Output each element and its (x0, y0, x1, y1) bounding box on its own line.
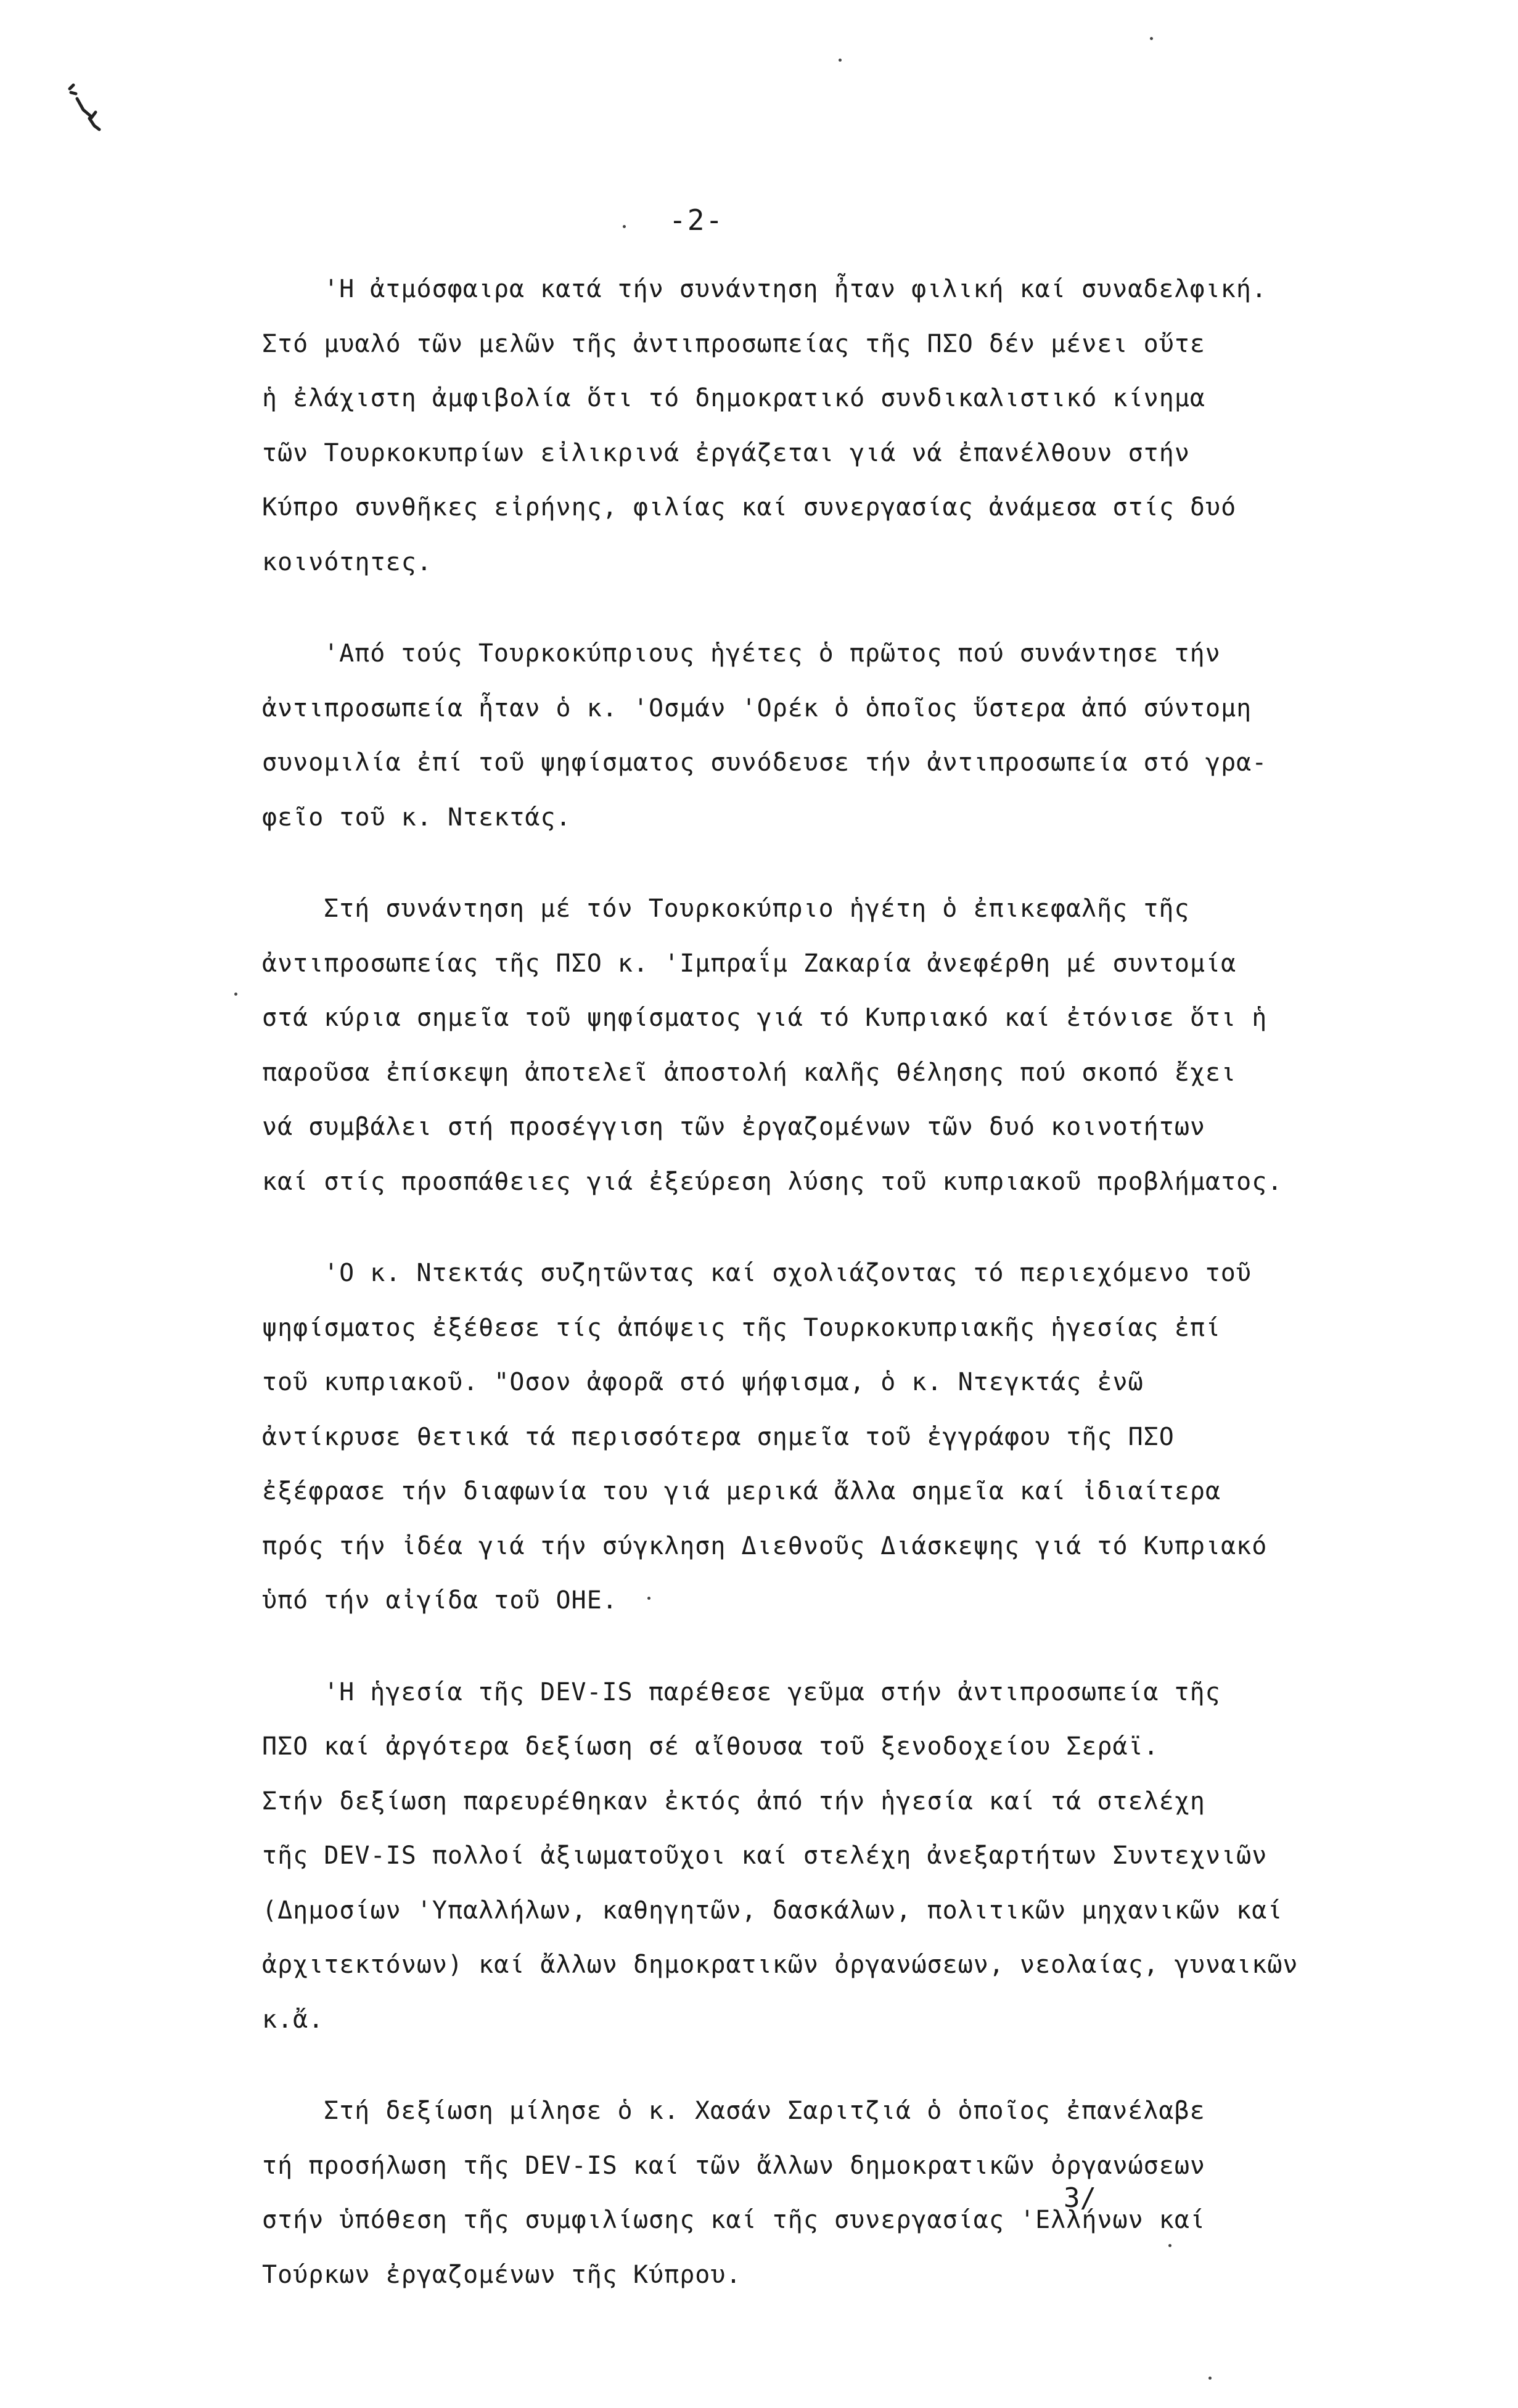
page-number: -2- (669, 203, 724, 237)
scan-speck (623, 225, 626, 228)
scan-speck (1208, 2377, 1212, 2380)
scan-speck (234, 993, 237, 996)
scan-speck (1150, 37, 1153, 40)
text-line: φεῖο τοῦ κ. Ντεκτάς. (262, 803, 572, 832)
text-line: ἀρχιτεκτόνων) καί ἄλλων δημοκρατικῶν ὀργανώσεων, νεολαίας, γυναικῶν (262, 1951, 1299, 1979)
scan-speck (647, 1597, 650, 1600)
text-line: συνομιλία ἐπί τοῦ ψηφίσματος συνόδευσε τήν ἀντιπροσωπεία στό γρα- (262, 748, 1268, 777)
text-line: ἀντίκρυσε θετικά τά περισσότερα σημεῖα τοῦ ἐγγράφου τῆς ΠΣΟ (262, 1422, 1175, 1451)
text-line: ἀντιπροσωπεία ἦταν ὁ κ. 'Οσμάν 'Ορέκ ὁ ὁποῖος ὕστερα ἀπό σύντομη (262, 694, 1252, 723)
text-line: 'Η ἀτμόσφαιρα κατά τήν συνάντηση ἦταν φιλική καί συναδελφική. (324, 275, 1268, 303)
text-line: ἐξέφρασε τήν διαφωνία του γιά μερικά ἄλλα σημεῖα καί ἰδιαίτερα (262, 1477, 1221, 1505)
text-line: 'Από τούς Τουρκοκύπριους ἡγέτες ὁ πρῶτος πού συνάντησε τήν (324, 639, 1221, 668)
paragraph-atmosphere (262, 262, 1279, 589)
text-line: ψηφίσματος ἐξέθεσε τίς ἀπόψεις τῆς Τουρκοκυπριακῆς ἡγεσίας ἐπί (262, 1313, 1221, 1342)
text-line: Στήν δεξίωση παρευρέθηκαν ἐκτός ἀπό τήν ἡγεσία καί τά στελέχη (262, 1787, 1206, 1816)
text-line: 'Ο κ. Ντεκτάς συζητῶντας καί σχολιάζοντας τό περιεχόμενο τοῦ (324, 1259, 1252, 1287)
text-line: Τούρκων ἐργαζομένων τῆς Κύπρου. (262, 2260, 742, 2289)
paragraph-delegation-head (262, 882, 1283, 1209)
text-line: τῶν Τουρκοκυπρίων εἰλικρινά ἐργάζεται γιά νά ἐπανέλθουν στήν (262, 438, 1190, 467)
text-line: τή προσήλωση τῆς DEV-IS καί τῶν ἄλλων δημοκρατικῶν ὀργανώσεων (262, 2151, 1206, 2180)
paragraph-speech (262, 2084, 1279, 2302)
text-line: Κύπρο συνθῆκες εἰρήνης, φιλίας καί συνεργασίας ἀνάμεσα στίς δυό (262, 493, 1237, 522)
text-line: τοῦ κυπριακοῦ. "Οσον ἀφορᾶ στό ψήφισμα, ὁ κ. Ντεγκτάς ἐνῶ (262, 1368, 1144, 1396)
scan-speck (1168, 2244, 1171, 2247)
text-line: καί στίς προσπάθειες γιά ἐξεύρεση λύσης τοῦ κυπριακοῦ προβλήματος. (262, 1167, 1283, 1196)
paragraph-reception (262, 1665, 1299, 2047)
paragraph-leaders-meeting (262, 626, 1279, 845)
text-line: Στή δεξίωση μίλησε ὁ κ. Χασάν Σαριτζιά ὁ ὁποῖος ἐπανέλαβε (324, 2097, 1205, 2125)
paragraph-denktash-views (262, 1246, 1279, 1628)
text-line: νά συμβάλει στή προσέγγιση τῶν ἐργαζομένων τῶν δυό κοινοτήτων (262, 1113, 1206, 1141)
document-body (262, 262, 1299, 2302)
text-line: ὑπό τήν αἰγίδα τοῦ ΟΗΕ. (262, 1586, 618, 1615)
text-line: Στή συνάντηση μέ τόν Τουρκοκύπριο ἡγέτη ὁ ἐπικεφαλῆς τῆς (324, 895, 1190, 923)
next-page-marker: 3/ (1064, 2182, 1096, 2214)
text-line: ἡ ἐλάχιστη ἀμφιβολία ὅτι τό δημοκρατικό συνδικαλιστικό κίνημα (262, 384, 1206, 412)
text-line: ΠΣΟ καί ἀργότερα δεξίωση σέ αἴθουσα τοῦ ξενοδοχείου Σεράϊ. (262, 1732, 1159, 1761)
text-line: παροῦσα ἐπίσκεψη ἀποτελεῖ ἀποστολή καλῆς θέλησης πού σκοπό ἔχει (262, 1058, 1237, 1087)
handwritten-mark-icon (65, 80, 114, 154)
text-line: κ.ἄ. (262, 2005, 324, 2034)
text-line: ἀντιπροσωπείας τῆς ΠΣΟ κ. 'Ιμπραΐμ Ζακαρία ἀνεφέρθη μέ συντομία (262, 949, 1237, 978)
text-line: τῆς DEV-IS πολλοί ἀξιωματοῦχοι καί στελέχη ἀνεξαρτήτων Συντεχνιῶν (262, 1841, 1268, 1870)
text-line: πρός τήν ἰδέα γιά τήν σύγκληση Διεθνοῦς Διάσκεψης γιά τό Κυπριακό (262, 1531, 1268, 1560)
text-line: Στό μυαλό τῶν μελῶν τῆς ἀντιπροσωπείας τῆς ΠΣΟ δέν μένει οὔτε (262, 329, 1206, 358)
text-line: 'Η ἡγεσία τῆς DEV-IS παρέθεσε γεῦμα στήν ἀντιπροσωπεία τῆς (324, 1677, 1221, 1706)
text-line: (Δημοσίων 'Υπαλλήλων, καθηγητῶν, δασκάλων, πολιτικῶν μηχανικῶν καί (262, 1896, 1283, 1925)
scan-speck (839, 59, 842, 62)
text-line: στά κύρια σημεῖα τοῦ ψηφίσματος γιά τό Κυπριακό καί ἐτόνισε ὅτι ἡ (262, 1004, 1268, 1032)
text-line: στήν ὑπόθεση τῆς συμφιλίωσης καί τῆς συνεργασίας 'Ελλήνων καί (262, 2206, 1206, 2234)
text-line: κοινότητες. (262, 547, 432, 576)
